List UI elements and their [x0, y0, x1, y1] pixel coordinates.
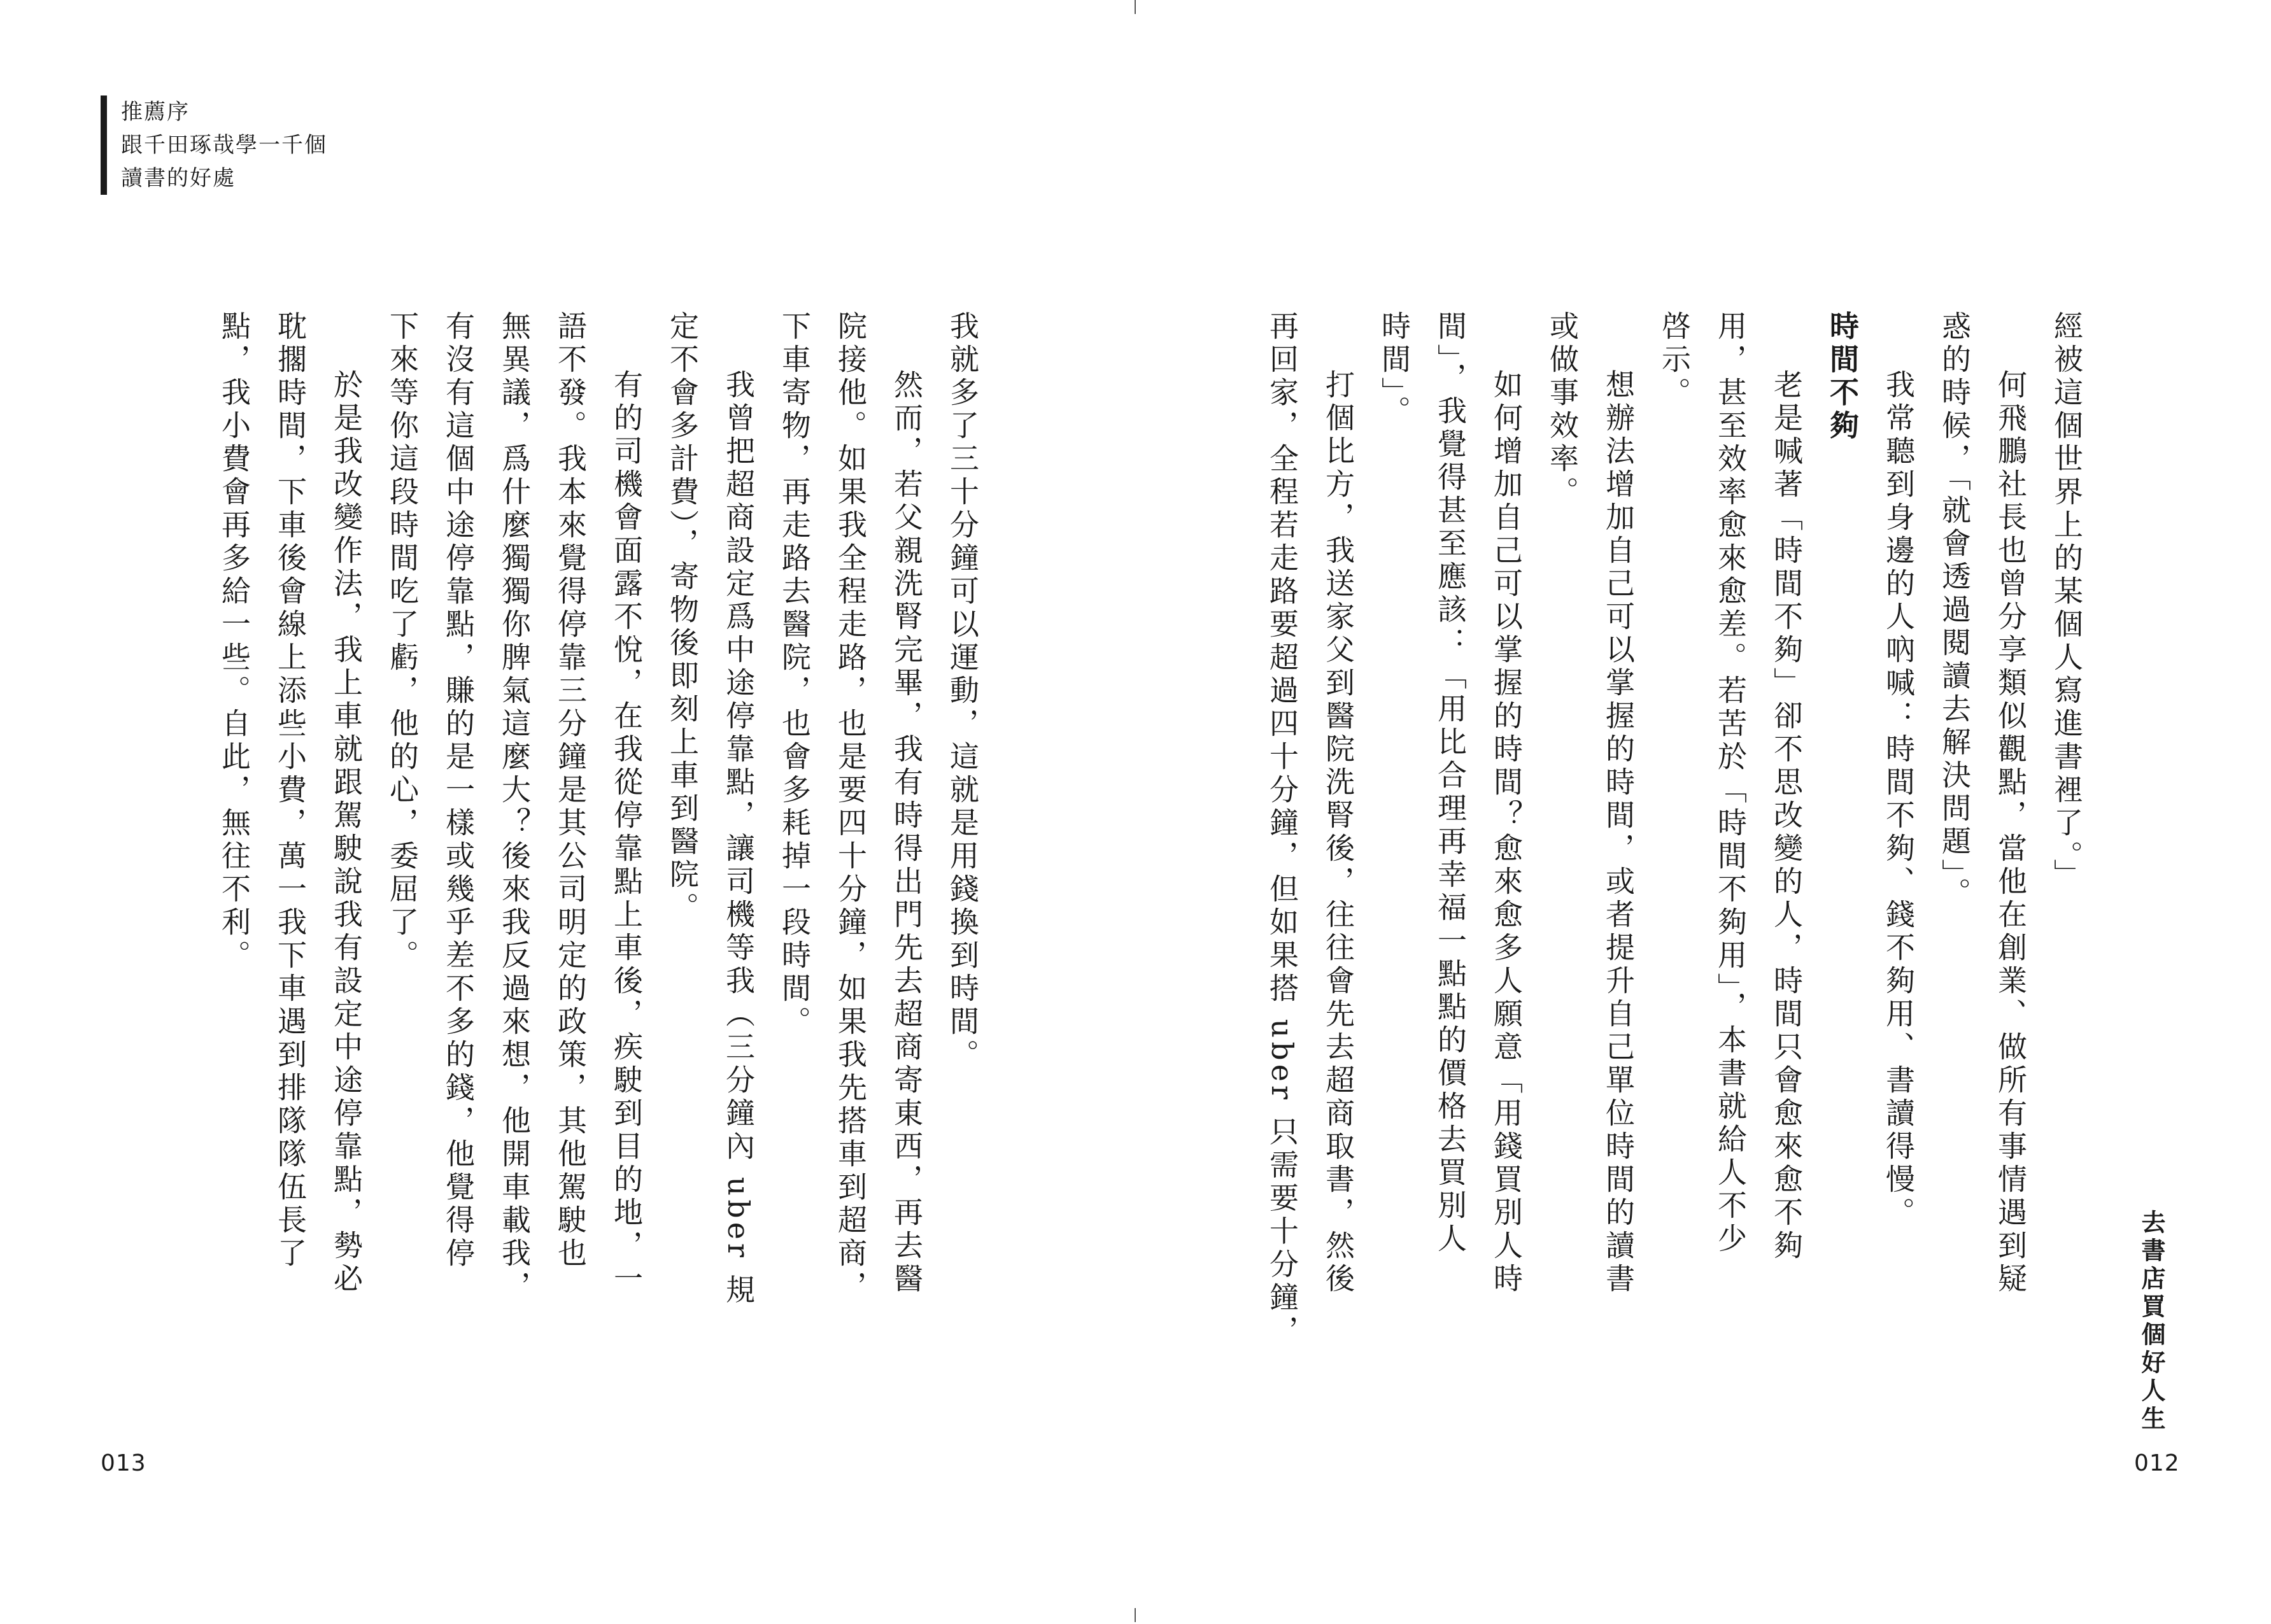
body-line: 打個比方，我送家父到醫院洗腎後，往往會先去超商取書，然後	[1321, 369, 1355, 1296]
body-line: 無異議，爲什麼獨獨你脾氣這麼大？後來我反過來想，他開車載我，	[497, 311, 532, 1304]
body-line: 再回家，全程若走路要超過四十分鐘，但如果搭 uber 只需要十分鐘，	[1265, 311, 1299, 1348]
body-line: 經被這個世界上的某個人寫進書裡了。」	[2049, 311, 2084, 892]
body-line: 語不發。我本來覺得停靠三分鐘是其公司明定的政策，其他駕駛也	[553, 311, 588, 1271]
body-line: 下來等你這段時間吃了虧，他的心，委屈了。	[385, 311, 420, 973]
chapter-label: 推薦序	[121, 99, 190, 125]
right-page-body	[1265, 311, 2095, 1348]
body-line: 啓示。	[1657, 311, 1692, 410]
body-line: 點，我小費會再多給一些。自此，無往不利。	[217, 311, 251, 973]
body-line: 用，甚至效率愈來愈差。若苦於「時間不夠用」，本書就給人不少	[1713, 311, 1748, 1256]
running-head: 去書店買個好人生	[2137, 1210, 2165, 1434]
chapter-title-line-2: 讀書的好處	[121, 166, 236, 191]
chapter-title	[101, 95, 327, 195]
body-line: 有沒有這個中途停靠點，賺的是一樣或幾乎差不多的錢，他覺得停	[441, 311, 476, 1271]
body-line: 有的司機會面露不悅，在我從停靠點上車後，疾駛到目的地，一	[609, 369, 644, 1296]
body-line: 我曾把超商設定爲中途停靠點，讓司機等我（三分鐘內 uber 規	[721, 369, 756, 1308]
body-line: 惑的時候，「就會透過閱讀去解決問題」。	[1937, 311, 1972, 910]
body-line: 耽擱時間，下車後會線上添些小費，萬一我下車遇到排隊隊伍長了	[273, 311, 308, 1271]
body-line: 院接他。如果我全程走路，也是要四十分鐘，如果我先搭車到超商，	[833, 311, 868, 1304]
body-line: 想辦法增加自己可以掌握的時間，或者提升自己單位時間的讀書	[1601, 369, 1636, 1296]
body-line: 定不會多計費），寄物後即刻上車到醫院。	[665, 311, 700, 925]
page-number-right: 012	[2134, 1450, 2180, 1476]
section-heading: 時間不夠	[1825, 311, 1860, 443]
body-line: 時間」。	[1377, 311, 1411, 428]
left-page-body	[217, 311, 991, 1342]
body-line: 間」，我覺得甚至應該：「用比合理再幸福一點點的價格去買別人	[1433, 311, 1468, 1256]
crop-mark-bottom	[1135, 1608, 1136, 1622]
body-line: 下車寄物，再走路去醫院，也會多耗掉一段時間。	[777, 311, 812, 1039]
body-line: 或做事效率。	[1545, 311, 1580, 509]
body-line: 然而，若父親洗腎完畢，我有時得出門先去超商寄東西，再去醫	[889, 369, 924, 1296]
body-line: 於是我改變作法，我上車就跟駕駛說我有設定中途停靠點，勢必	[329, 369, 364, 1296]
body-line: 我就多了三十分鐘可以運動，這就是用錢換到時間。	[945, 311, 980, 1072]
crop-mark-top	[1135, 0, 1136, 14]
body-line: 老是喊著「時間不夠」卻不思改變的人，時間只會愈來愈不夠	[1769, 369, 1804, 1263]
page-number-left: 013	[101, 1450, 146, 1476]
body-line: 如何增加自己可以掌握的時間？愈來愈多人願意「用錢買別人時	[1489, 369, 1524, 1296]
body-line: 我常聽到身邊的人吶喊：時間不夠、錢不夠用、書讀得慢。	[1881, 369, 1916, 1230]
chapter-title-line-1: 跟千田琢哉學一千個	[121, 132, 327, 158]
body-line: 何飛鵬社長也曾分享類似觀點，當他在創業、做所有事情遇到疑	[1993, 369, 2028, 1296]
